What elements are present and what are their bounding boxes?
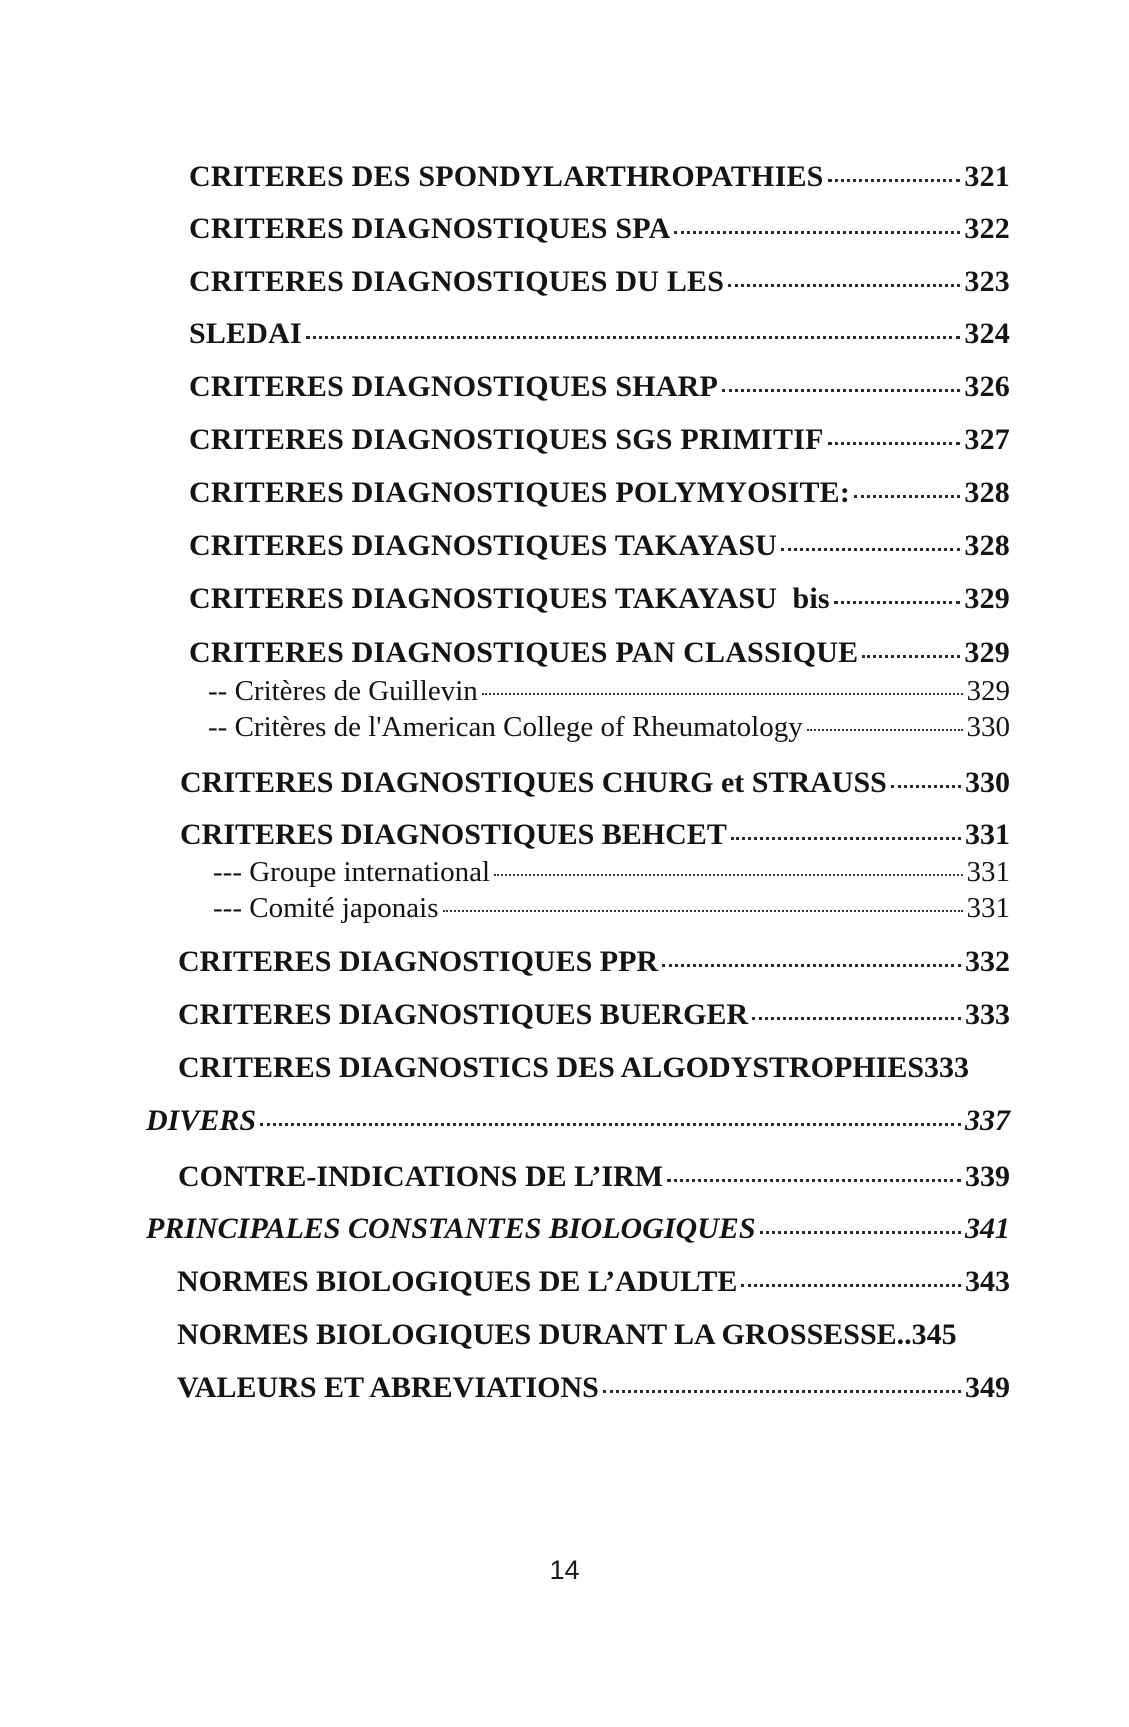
dot-leader	[722, 389, 960, 392]
toc-entry	[177, 1265, 1010, 1299]
toc-entry-label: CRITERES DIAGNOSTIQUES SPA	[189, 212, 671, 245]
toc-entry-label: NORMES BIOLOGIQUES DURANT LA GROSSESSE..	[177, 1318, 912, 1351]
toc-entry	[178, 1160, 1010, 1194]
dot-leader	[834, 601, 961, 604]
dot-leader	[667, 1179, 961, 1182]
toc-entry-page: 328	[964, 476, 1010, 509]
toc-entry	[180, 766, 1010, 800]
toc-section-label: DIVERS	[146, 1104, 257, 1137]
toc-entry-page: 333	[965, 998, 1010, 1031]
toc-entry-label: -- Critères de l'American College of Rheumatology	[208, 711, 803, 743]
toc-entry-page: 339	[965, 1160, 1010, 1193]
toc-entry-label: -- Critères de Guillevin	[208, 675, 478, 707]
dot-leader	[752, 1017, 961, 1020]
toc-entry	[189, 317, 1010, 351]
dot-leader	[741, 1284, 961, 1287]
dot-leader	[828, 442, 961, 445]
toc-entry-label: --- Groupe international	[213, 856, 491, 888]
dot-leader	[603, 1390, 961, 1393]
dot-leader	[807, 729, 963, 731]
toc-entry-label: CRITERES DIAGNOSTIQUES BEHCET	[180, 818, 727, 851]
toc-entry-page: 329	[964, 636, 1010, 669]
dot-leader	[854, 495, 960, 498]
dot-leader	[862, 655, 960, 658]
toc-entry-label: CRITERES DIAGNOSTIQUES PPR	[178, 945, 659, 978]
toc-entry-page: 331	[966, 892, 1010, 924]
toc-entry	[178, 1051, 1010, 1085]
dot-leader	[306, 336, 960, 339]
toc-entry-page: 345	[911, 1318, 957, 1351]
toc-entry-page: 332	[965, 945, 1010, 978]
dot-leader	[662, 964, 961, 967]
dot-leader	[760, 1231, 961, 1234]
toc-entry-label: CRITERES DIAGNOSTIQUES SHARP	[189, 370, 719, 403]
toc-entry-page: 330	[966, 711, 1010, 743]
toc-entry	[180, 818, 1010, 852]
page-number: 14	[549, 1555, 580, 1585]
toc-entry-page: 321	[964, 160, 1010, 193]
dot-leader	[260, 1123, 961, 1126]
dot-leader	[443, 910, 963, 912]
toc-entry-label: VALEURS ET ABREVIATIONS	[177, 1371, 599, 1404]
toc-entry-label: CRITERES DIAGNOSTIQUES DU LES	[189, 265, 725, 298]
toc-entry-label: CRITERES DIAGNOSTIQUES PAN CLASSIQUE	[189, 636, 859, 669]
toc-entry-label: SLEDAI	[189, 317, 302, 350]
toc-entry-page: 331	[966, 856, 1010, 888]
toc-entry-label: --- Comité japonais	[213, 892, 439, 924]
toc-entry-label: CRITERES DIAGNOSTICS DES ALGODYSTROPHIES	[178, 1051, 925, 1084]
dot-leader	[781, 548, 960, 551]
toc-entry-page: 333	[924, 1051, 970, 1084]
toc-entry-label: CRITERES DIAGNOSTIQUES SGS PRIMITIF	[189, 423, 824, 456]
toc-entry-label: CRITERES DIAGNOSTIQUES TAKAYASU bis	[189, 582, 830, 615]
toc-entry	[189, 160, 1010, 194]
toc-entry	[189, 636, 1010, 670]
toc-entry	[177, 1318, 1010, 1352]
toc-entry	[189, 370, 1010, 404]
dot-leader	[891, 785, 961, 788]
toc-entry-label: CRITERES DIAGNOSTIQUES TAKAYASU	[189, 529, 778, 562]
toc-entry-page: 328	[964, 529, 1010, 562]
toc-entry-page: 329	[966, 675, 1010, 707]
toc-entry	[177, 1371, 1010, 1405]
toc-entry	[189, 265, 1010, 299]
dot-leader	[728, 284, 960, 287]
toc-entry-label: CRITERES DIAGNOSTIQUES CHURG et STRAUSS	[180, 766, 887, 799]
toc-entry-page: 324	[964, 317, 1010, 350]
toc-entry-page: 349	[965, 1371, 1010, 1404]
dot-leader	[494, 874, 962, 876]
toc-entry-page: 343	[965, 1265, 1010, 1298]
toc-entry-page: 330	[965, 766, 1010, 799]
toc-subentry	[213, 856, 1010, 889]
toc-subentry	[208, 675, 1010, 708]
toc-section	[146, 1212, 1010, 1246]
toc-subentry	[213, 892, 1010, 925]
dot-leader	[482, 693, 963, 695]
toc-entry	[178, 998, 1010, 1032]
toc-entry-page: 322	[964, 212, 1010, 245]
toc-section-label: PRINCIPALES CONSTANTES BIOLOGIQUES	[146, 1212, 756, 1245]
toc-entry-label: CRITERES DES SPONDYLARTHROPATHIES	[189, 160, 824, 193]
dot-leader	[828, 179, 961, 182]
toc-section-page: 341	[965, 1212, 1010, 1245]
toc-entry-page: 329	[964, 582, 1010, 615]
dot-leader	[731, 837, 961, 840]
toc-entry-page: 323	[964, 265, 1010, 298]
toc-entry-page: 331	[965, 818, 1010, 851]
toc-entry-label: NORMES BIOLOGIQUES DE L’ADULTE	[177, 1265, 738, 1298]
toc-entry	[189, 476, 1010, 510]
toc-entry-page: 326	[964, 370, 1010, 403]
toc-entry	[189, 529, 1010, 563]
toc-entry	[189, 582, 1010, 616]
toc-entry	[189, 423, 1010, 457]
toc-entry-label: CONTRE-INDICATIONS DE L’IRM	[178, 1160, 664, 1193]
dot-leader	[674, 231, 960, 234]
toc-entry	[178, 945, 1010, 979]
toc-section	[146, 1104, 1010, 1138]
toc-entry-page: 327	[964, 423, 1010, 456]
toc-section-page: 337	[965, 1104, 1010, 1137]
toc-entry-label: CRITERES DIAGNOSTIQUES POLYMYOSITE:	[189, 476, 851, 509]
toc-entry-label: CRITERES DIAGNOSTIQUES BUERGER	[178, 998, 749, 1031]
toc-entry	[189, 212, 1010, 246]
toc-subentry	[208, 711, 1010, 744]
